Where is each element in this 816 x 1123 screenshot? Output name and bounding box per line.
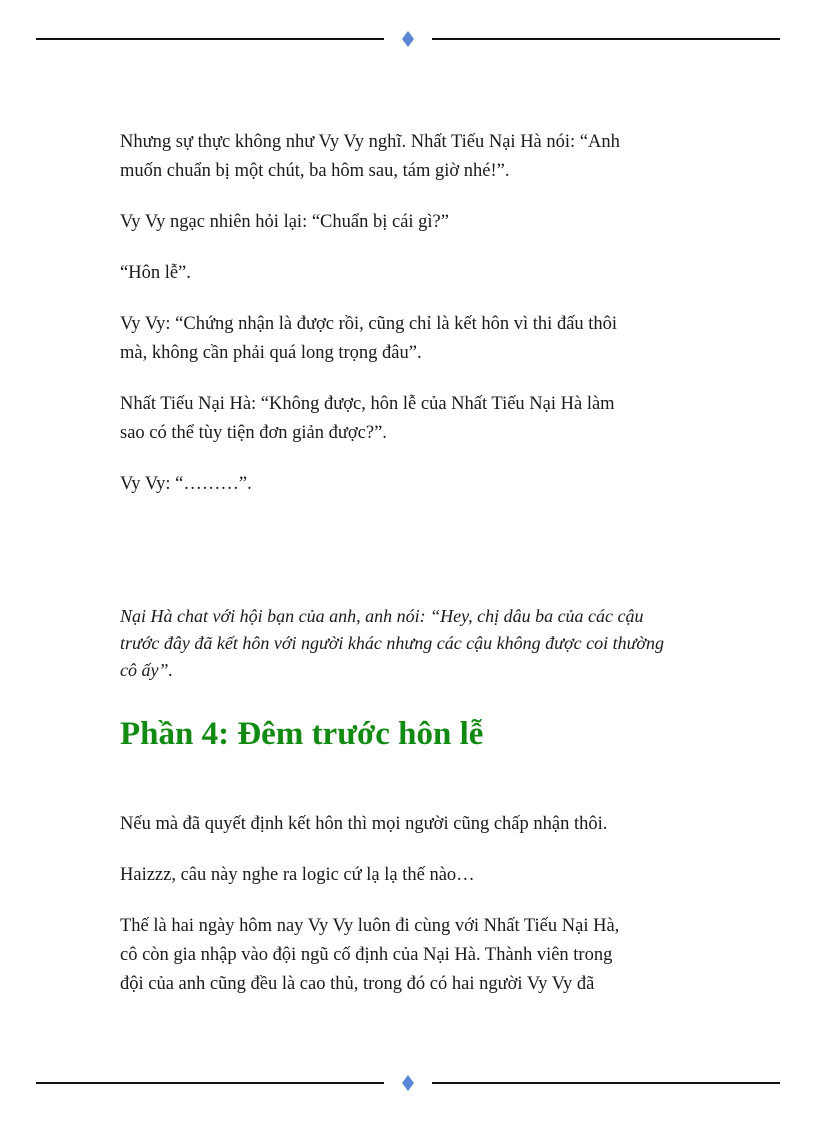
paragraph: Haizzz, câu này nghe ra logic cứ lạ lạ thế nào… <box>120 865 475 885</box>
paragraph: Nhưng sự thực không như Vy Vy nghĩ. Nhất Tiếu Nại Hà nói: “Anh muốn chuẩn bị một chút, ba hôm sau, tám giờ nhé!”. <box>120 132 620 181</box>
header-rule-right <box>432 38 780 40</box>
section-heading: Phần 4: Đêm trước hôn lễ <box>120 716 484 752</box>
paragraph: Vy Vy: “………”. <box>120 474 252 494</box>
section-gap <box>120 521 710 603</box>
diamond-icon <box>400 31 416 47</box>
diamond-icon <box>400 1075 416 1091</box>
footer-rule-left <box>36 1082 384 1084</box>
header-ornament <box>36 29 780 49</box>
paragraph: “Hôn lễ”. <box>120 263 191 283</box>
paragraph: Vy Vy: “Chứng nhận là được rồi, cũng chỉ là kết hôn vì thi đấu thôi mà, không cần phải quá long trọng đâu”. <box>120 314 618 363</box>
paragraph: Nếu mà đã quyết định kết hôn thì mọi người cũng chấp nhận thôi. <box>120 814 608 834</box>
italic-note: Nại Hà chat với hội bạn của anh, anh nói: “Hey, chị dâu ba của các cậu trước đây đã kết hôn với người khác nhưng các cậu không được coi thường cô ấy”. <box>120 606 664 680</box>
paragraph: Vy Vy ngạc nhiên hỏi lại: “Chuẩn bị cái gì?” <box>120 212 449 232</box>
page-body <box>120 128 710 1021</box>
header-rule-left <box>36 38 384 40</box>
footer-rule-right <box>432 1082 780 1084</box>
footer-ornament <box>36 1073 780 1093</box>
paragraph: Thế là hai ngày hôm nay Vy Vy luôn đi cùng với Nhất Tiếu Nại Hà, cô còn gia nhập vào đội ngũ cố định của Nại Hà. Thành viên trong đội của anh cũng đều là cao thủ, trong đó có hai người Vy Vy đã <box>120 916 620 994</box>
paragraph: Nhất Tiếu Nại Hà: “Không được, hôn lễ của Nhất Tiếu Nại Hà làm sao có thể tùy tiện đơn giản được?”. <box>120 394 615 443</box>
